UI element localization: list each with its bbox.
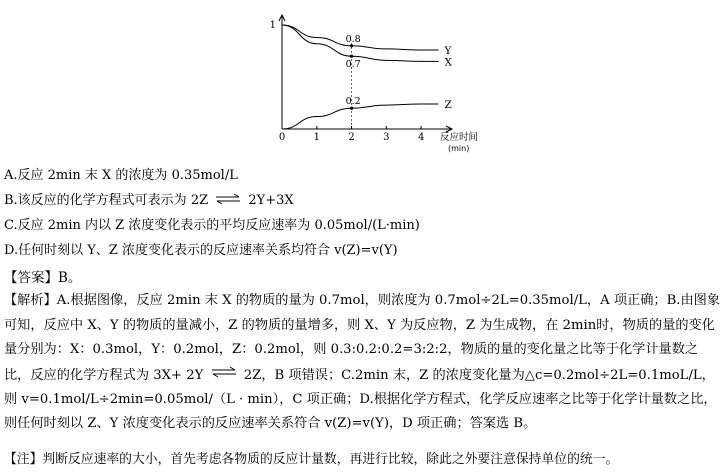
option-b: [4, 189, 294, 209]
y-tick-label: 1: [269, 20, 276, 31]
annotation-label: 0.8: [345, 33, 361, 45]
annotation-label: 0.7: [345, 59, 361, 71]
note: 【注】判断反应速率的大小，首先考虑各物质的反应计量数，再进行比较，除此之外要注意保持单位的统一。: [4, 452, 619, 467]
series-label-y: Y: [444, 44, 452, 57]
series-label-z: Z: [444, 99, 452, 112]
x-tick-label: 4: [417, 132, 425, 143]
x-tick-label: 3: [383, 132, 390, 143]
chart-labels: [270, 20, 478, 153]
annotation-label: 0.2: [345, 96, 361, 108]
annotation-point: [350, 55, 353, 58]
option-b-prefix: B.该反应的化学方程式可表示为 2Z: [4, 193, 209, 208]
series-line-z: [282, 104, 439, 129]
option-a: A.反应 2min 末 X 的浓度为 0.35mol/L: [4, 168, 238, 183]
series-label-x: X: [444, 56, 453, 69]
x-tick-label: 2: [348, 132, 355, 143]
equilibrium-arrow-icon: [215, 193, 241, 209]
equilibrium-arrow-icon: [211, 363, 237, 388]
analysis-part2: 2Z，B 项错误；C.2min 末，Z 的浓度变化量为△c=0.2mol÷2L=0.1moL/L，则 v=0.1mol/L÷2min=0.05mol/（L · min），C 项正确；D.根据化学方程式，化学反应速率之比等于化学计量数之比，则任何时刻以 Z、Y 浓度变化表示的反应速率关系符合 v(Z)=v(Y)，D 项正确；答案选 B。: [4, 367, 717, 432]
option-d: D.任何时刻以 Y、Z 浓度变化表示的反应速率关系均符合 v(Z)=v(Y): [4, 243, 398, 258]
answer: 【答案】B。: [4, 270, 82, 286]
x-axis-unit: (min): [448, 144, 470, 153]
option-b-suffix: 2Y+3X: [248, 193, 294, 208]
x-tick-label: 0: [278, 132, 286, 143]
analysis-part1: 【解析】A.根据图像，反应 2min 末 X 的物质的量为 0.7mol，则浓度为 0.7mol÷2L=0.35mol/L，A 项正确；B.由图象可知，反应中 X、Y 的物质的量减小，Z 的物质的量增多，则 X、Y 为反应物，Z 为生成物，在 2min时，物质的量的变化量分别为：X：0.3mol，Y：0.2mol，Z：0.2mol，则 0.3:0.2:0.2=3:2:2，物质的量的变化量之比等于化学计量数之比，反应的化学方程式为 3X+ 2Y: [4, 293, 721, 383]
chart-axes: [279, 15, 452, 132]
reaction-chart: [262, 6, 479, 154]
analysis: [4, 289, 720, 437]
x-tick-label: 1: [313, 132, 320, 143]
option-c: C.反应 2min 内以 Z 浓度变化表示的平均反应速率为 0.05mol/(L·min): [4, 218, 420, 233]
x-axis-label: 反应时间: [440, 132, 479, 143]
